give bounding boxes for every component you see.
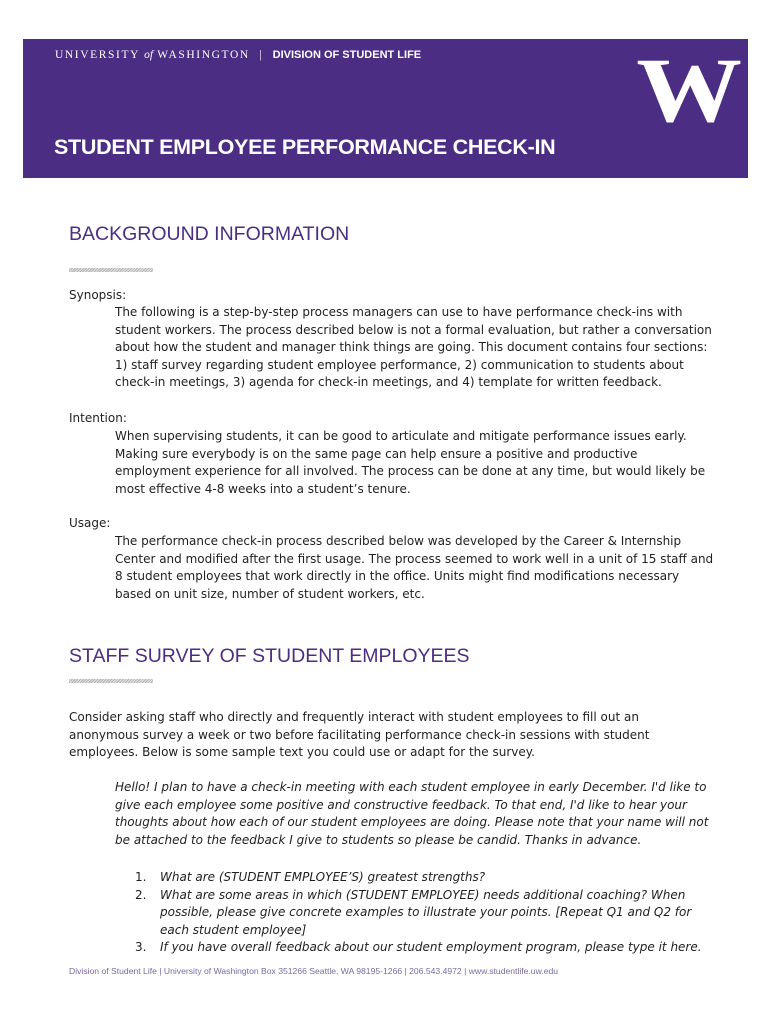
page-footer: Division of Student Life | University of Washington Box 351266 Seattle, WA 98195-1266 | 206.543.4972 | www.studentlife.uw.edu bbox=[69, 966, 559, 976]
background-heading-rule bbox=[69, 268, 153, 272]
usage-label: Usage: bbox=[69, 516, 111, 530]
survey-question bbox=[115, 887, 715, 940]
question-text: If you have overall feedback about our student employment program, please type it here. bbox=[160, 940, 702, 955]
survey-heading: STAFF SURVEY OF STUDENT EMPLOYEES bbox=[69, 645, 470, 667]
document-title: STUDENT EMPLOYEE PERFORMANCE CHECK-IN bbox=[54, 135, 556, 159]
uw-w-logo: W bbox=[636, 39, 742, 141]
university-suffix: WASHINGTON bbox=[157, 49, 250, 61]
university-wordmark bbox=[55, 49, 421, 61]
question-number: 1. bbox=[135, 870, 147, 884]
survey-heading-rule bbox=[69, 679, 153, 683]
university-prefix: UNIVERSITY bbox=[55, 49, 140, 61]
university-of: of bbox=[144, 49, 154, 61]
division-name: DIVISION OF STUDENT LIFE bbox=[272, 49, 422, 61]
survey-intro: Consider asking staff who directly and frequently interact with student employees to fill out an anonymous survey a week or two before facilitating performance check-in sessions with student employees. Below is some sample text you could use or adapt for the survey. bbox=[69, 710, 650, 760]
header-banner bbox=[23, 39, 748, 178]
survey-questions bbox=[115, 869, 715, 957]
question-number: 3. bbox=[135, 940, 147, 955]
question-text: What are some areas in which (STUDENT EMPLOYEE) needs additional coaching? When possible, please give concrete examples to illustrate your points. [Repeat Q1 and Q2 for each student employee] bbox=[160, 887, 692, 937]
intention-text: When supervising students, it can be good to articulate and mitigate performance issues early. Making sure everybody is on the same page can help ensure a positive and productive employment experience for all involved. The process can be done at any time, but would likely be most effective 4-8 weeks into a student’s tenure. bbox=[115, 429, 706, 496]
background-heading: BACKGROUND INFORMATION bbox=[69, 223, 350, 245]
survey-question bbox=[115, 869, 715, 887]
survey-question bbox=[115, 939, 715, 957]
survey-sample-text: Hello! I plan to have a check-in meeting with each student employee in early December. I'd like to give each employee some positive and constructive feedback. To that end, I'd like to hear your thoughts about how each of our student employees are doing. Please note that your name will not be attached to the feedback I give to students so please be candid. Thanks in advance. bbox=[115, 780, 709, 847]
synopsis-label: Synopsis: bbox=[69, 288, 127, 302]
question-number: 2. bbox=[135, 887, 147, 902]
synopsis-text: The following is a step-by-step process managers can use to have performance check-ins with student workers. The process described below is not a formal evaluation, but rather a conversation about how the student and manager think things are going. This document contains four sections: 1) staff survey regarding student employee performance, 2) communication to students about check-in meetings, 3) agenda for check-in meetings, and 4) template for written feedback. bbox=[115, 305, 712, 390]
intention-label: Intention: bbox=[69, 411, 127, 425]
wordmark-separator: | bbox=[259, 49, 264, 61]
usage-text: The performance check-in process described below was developed by the Career & Internship Center and modified after the first usage. The process seemed to work well in a unit of 15 staff and 8 student employees that work directly in the office. Units might find modifications necessary based on unit size, number of student workers, etc. bbox=[115, 534, 714, 601]
question-text: What are (STUDENT EMPLOYEE’S) greatest strengths? bbox=[160, 870, 486, 884]
